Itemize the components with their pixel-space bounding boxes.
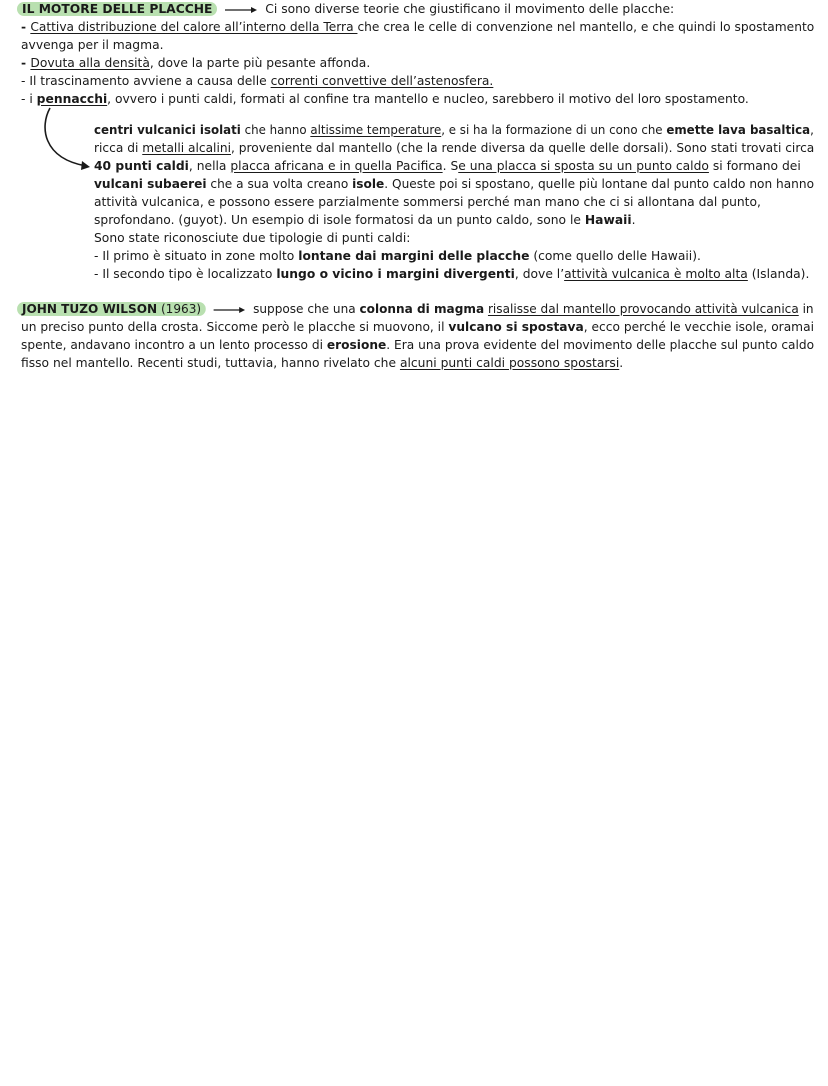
bullet-1: [21, 18, 814, 36]
section2-title: [17, 302, 206, 316]
section2-line-4: [21, 354, 623, 372]
hotspots-line-5: attività vulcanica, e possono essere parzialmente sommersi perché man mano che ci si allontana dal punto,: [94, 195, 761, 209]
hotspots-line-4: [94, 175, 814, 193]
section1-intro: Ci sono diverse teorie che giustificano il movimento delle placche:: [265, 2, 675, 16]
section1-heading-line: [21, 0, 674, 18]
hotspots-text: .: [631, 213, 636, 227]
hotspots-text: (Islanda).: [747, 267, 810, 281]
hotspots-text: ricca di: [94, 141, 143, 155]
hotspots-keyword: Hawaii: [584, 213, 632, 227]
hotspots-line-2: [94, 139, 814, 157]
hotspots-text: che hanno: [240, 123, 311, 137]
bullet-4-rest: , ovvero i punti caldi, formati al confine tra mantello e nucleo, sarebbero il motivo del loro spostamento.: [107, 92, 749, 106]
curved-arrow-icon: [38, 106, 94, 172]
section2-keyword: erosione: [326, 338, 387, 352]
section2-text: un preciso punto della crosta. Siccome però le placche si muovono, il: [21, 320, 449, 334]
hotspots-keyword: centri vulcanici isolati: [94, 123, 241, 137]
hotspots-keyword: lungo o vicino i margini divergenti: [276, 267, 515, 281]
hotspots-type-2: [94, 265, 809, 283]
section2-title-name: JOHN TUZO WILSON: [21, 302, 158, 316]
hotspots-text: (come quello delle Hawaii).: [529, 249, 701, 263]
bullet-2-underlined: Dovuta alla densità: [30, 56, 150, 70]
hotspots-underlined: placca africana e in quella Pacifica: [230, 159, 443, 173]
section2-line-3: [21, 336, 814, 354]
section2-text: spente, andavano incontro a un lento processo di: [21, 338, 327, 352]
hotspots-keyword: 40 punti caldi: [94, 159, 189, 173]
bullet-dash: -: [21, 20, 31, 34]
hotspots-line-7: Sono state riconosciute due tipologie di punti caldi:: [94, 231, 411, 245]
hotspots-underlined: metalli alcalini: [142, 141, 231, 155]
section2-keyword: vulcano si spostava: [448, 320, 584, 334]
section2-underlined: alcuni punti caldi possono spostarsi: [399, 356, 620, 370]
hotspots-line-3: [94, 157, 801, 175]
arrow-right-icon: [224, 5, 258, 15]
bullet-2-text: , dove la parte più pesante affonda.: [149, 56, 371, 70]
section2-underlined: risalisse dal mantello provocando attività vulcanica: [487, 302, 799, 316]
hotspots-text: - Il primo è situato in zone molto: [94, 249, 299, 263]
bullet-4: [21, 90, 749, 108]
bullet-1-continuation: avvenga per il magma.: [21, 38, 164, 52]
bullet-4-keyword: pennacchi: [36, 92, 108, 106]
hotspots-underlined: attività vulcanica è molto alta: [564, 267, 748, 281]
hotspots-underlined: altissime temperature: [310, 123, 442, 137]
section2-line-1: [21, 300, 814, 318]
hotspots-text: , proveniente dal mantello (che la rende diversa da quelle delle dorsali). Sono stati trovati circa: [230, 141, 815, 155]
hotspots-text: , dove l’: [514, 267, 565, 281]
section2-line-2: [21, 318, 814, 336]
hotspots-line-6: [94, 211, 636, 229]
hotspots-text: , e si ha la formazione di un cono che: [441, 123, 667, 137]
bullet-4-text: - i: [21, 92, 37, 106]
section2-title-year: (1963): [157, 302, 202, 316]
hotspots-text: sprofondano. (guyot). Un esempio di isole formatosi da un punto caldo, sono le: [94, 213, 585, 227]
hotspots-keyword: vulcani subaerei: [94, 177, 207, 191]
hotspots-text: ,: [810, 123, 814, 137]
bullet-1-text: che crea le celle di convenzione nel mantello, e che quindi lo spostamento: [357, 20, 815, 34]
hotspots-keyword: lontane dai margini delle placche: [298, 249, 530, 263]
bullet-1-underlined: Cattiva distribuzione del calore all’interno della Terra: [30, 20, 358, 34]
section2-text: suppose che una: [253, 302, 360, 316]
hotspots-type-1: [94, 247, 701, 265]
hotspots-line-1: [94, 121, 814, 139]
section2-text: fisso nel mantello. Recenti studi, tuttavia, hanno rivelato che: [21, 356, 400, 370]
section2-text: . Era una prova evidente del movimento delle placche sul punto caldo: [386, 338, 815, 352]
hotspots-text: che a sua volta creano: [206, 177, 353, 191]
section1-title: IL MOTORE DELLE PLACCHE: [17, 2, 217, 16]
hotspots-underlined: e una placca si sposta su un punto caldo: [458, 159, 709, 173]
section2-keyword: colonna di magma: [359, 302, 485, 316]
hotspots-keyword: emette lava basaltica: [666, 123, 811, 137]
bullet-3: [21, 72, 493, 90]
section2-text: , ecco perché le vecchie isole, oramai: [583, 320, 814, 334]
hotspots-text: . Queste poi si spostano, quelle più lontane dal punto caldo non hanno: [384, 177, 815, 191]
bullet-3-text: - Il trascinamento avviene a causa delle: [21, 74, 271, 88]
bullet-dash: -: [21, 56, 31, 70]
arrow-right-icon: [213, 305, 246, 315]
hotspots-text: si formano dei: [708, 159, 801, 173]
bullet-3-underlined: correnti convettive dell’astenosfera.: [270, 74, 494, 88]
section2-text: in: [798, 302, 814, 316]
hotspots-text: , nella: [188, 159, 231, 173]
hotspots-keyword: isole: [352, 177, 385, 191]
hotspots-text: . S: [442, 159, 459, 173]
hotspots-text: - Il secondo tipo è localizzato: [94, 267, 277, 281]
bullet-2: [21, 54, 370, 72]
section2-text: .: [619, 356, 624, 370]
